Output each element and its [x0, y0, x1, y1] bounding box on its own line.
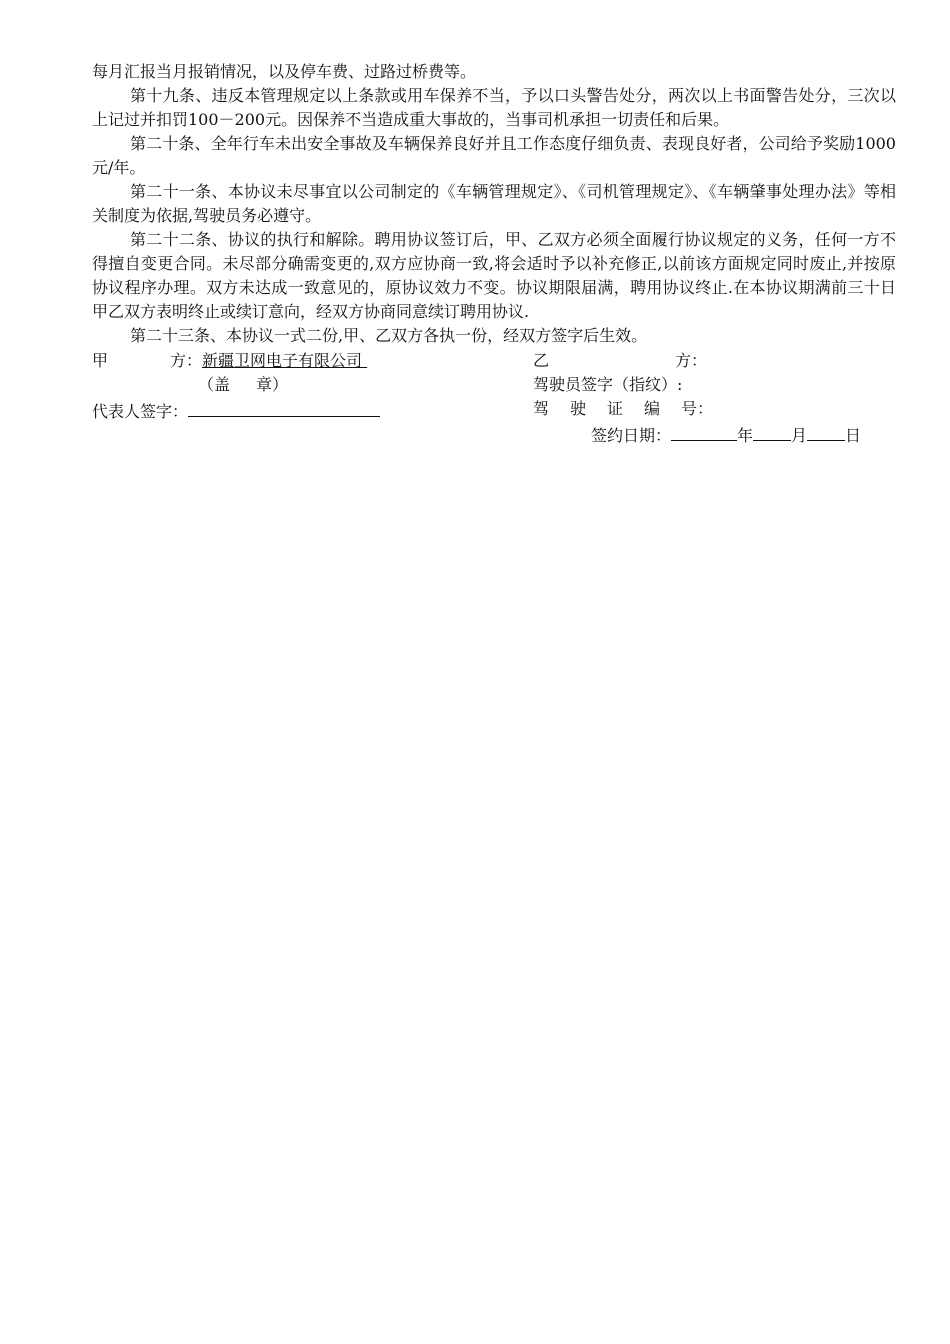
license-row: [533, 397, 713, 421]
representative-signature-blank[interactable]: [188, 397, 380, 417]
license-label-char-1: 驾: [533, 399, 550, 418]
year-label: 年: [737, 426, 754, 445]
party-a-label-char: 甲: [92, 351, 109, 370]
paragraph-article-22: 第二十二条、协议的执行和解除。聘用协议签订后，甲、乙双方必须全面履行协议规定的义务，任何一方不得擅自变更合同。未尽部分确需变更的,双方应协商一致,将会适时予以补充修正,以前该方面规定同时废止,并按原协议程序办理。双方未达成一致意见的，原协议效力不变。协议期限届满，聘用协议终止.在本协议期满前三十日甲乙双方表明终止或续订意向，经双方协商同意续订聘用协议.: [92, 230, 896, 321]
month-blank[interactable]: [753, 421, 791, 441]
paragraph-article-19: 第十九条、违反本管理规定以上条款或用车保养不当，予以口头警告处分，两次以上书面警告处分，三次以上记过并扣罚100－200元。因保养不当造成重大事故的，当事司机承担一切责任和后果。: [92, 86, 896, 129]
sign-date-label: 签约日期：: [591, 426, 672, 445]
party-a-label-suffix: 方：: [170, 351, 203, 370]
driver-sign-row: [533, 373, 682, 397]
paragraph-article-20: 第二十条、全年行车未出安全事故及车辆保养良好并且工作态度仔细负责、表现良好者，公司给予奖励1000元/年。: [92, 134, 896, 177]
paragraph-continuation: 每月汇报当月报销情况，以及停车费、过路过桥费等。: [92, 62, 477, 81]
day-blank[interactable]: [807, 421, 845, 441]
license-label-char-2: 驶: [569, 399, 586, 418]
month-label: 月: [791, 426, 808, 445]
party-b-label-suffix: 方：: [675, 351, 708, 370]
seal-row: [198, 373, 288, 397]
year-blank[interactable]: [671, 421, 737, 441]
document-page: [92, 60, 896, 445]
date-row: [591, 421, 861, 445]
driver-signature-label: 驾驶员签字（指纹）:: [533, 375, 683, 394]
party-b-label-char: 乙: [533, 351, 550, 370]
representative-signature-label: 代表人签字：: [92, 402, 189, 421]
representative-row: [92, 397, 380, 421]
signature-block: [92, 349, 896, 445]
seal-label-left: （盖: [198, 375, 231, 394]
paragraph-article-23: 第二十三条、本协议一式二份,甲、乙双方各执一份，经双方签字后生效。: [130, 326, 648, 345]
license-label-char-3: 证: [606, 399, 623, 418]
seal-label-right: 章）: [256, 375, 289, 394]
paragraph-article-21: 第二十一条、本协议未尽事宜以公司制定的《车辆管理规定》、《司机管理规定》、《车辆肇事处理办法》等相关制度为依据,驾驶员务必遵守。: [92, 182, 896, 225]
day-label: 日: [845, 426, 862, 445]
license-label-char-4: 编: [643, 399, 660, 418]
license-label-char-5: 号：: [680, 399, 713, 418]
party-a-company-name: 新疆卫网电子有限公司: [202, 351, 363, 370]
party-a-row: [92, 349, 367, 373]
party-b-row: [533, 349, 707, 373]
